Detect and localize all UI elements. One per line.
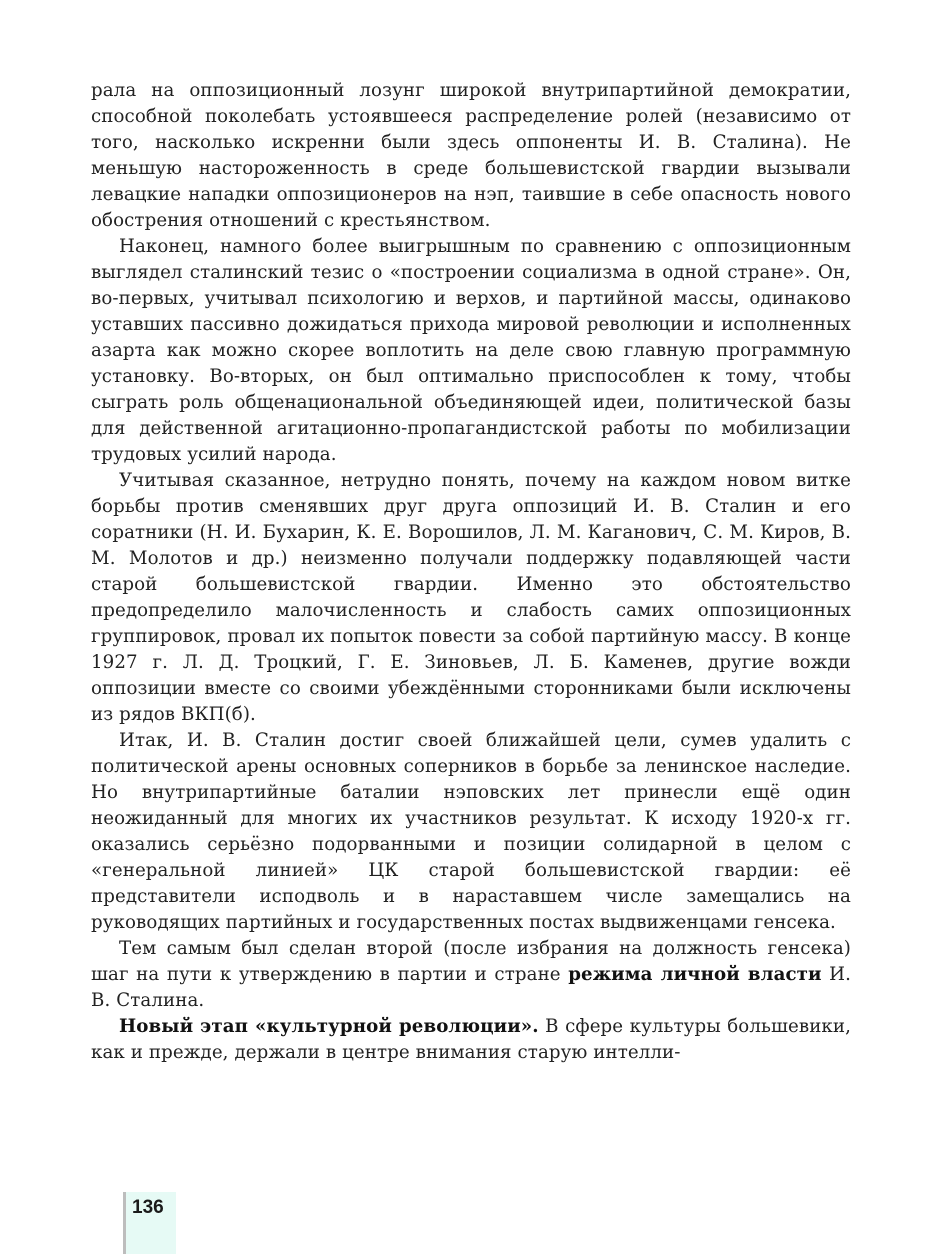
page-number: 136 [132,1197,164,1218]
key-term-personal-power-regime: режима личной власти [568,964,822,985]
paragraph-5-text-b: И. В. Сталина. [91,964,852,1011]
paragraph-6-text: В сфере культуры большевики, как и прежде, держали в центре внимания старую интелли- [91,1016,852,1063]
paragraph-5 [91,936,851,1014]
paragraph-3-text: Учитывая сказанное, нетрудно понять, почему на каждом новом витке борьбы против сменявших друг друга оппозиций И. В. Сталин и его соратники (Н. И. Бухарин, К. Е. Ворошилов, Л. М. Каганович, С. М. Киров, В. М. Молотов и др.) неизменно получали поддержку подавляющей части старой большевистской гвардии. Именно это обстоятельство предопределило малочисленность и слабость самих оппозиционных группировок, провал их попыток повести за собой партийную массу. В конце 1927 г. Л. Д. Троцкий, Г. Е. Зиновьев, Л. Б. Каменев, другие вожди оппозиции вместе со своими убеждёнными сторонниками были исключены из рядов ВКП(б). [91,470,851,725]
page-body-text [91,78,851,1066]
section-heading-cultural-revolution: Новый этап «культурной революции». [119,1016,539,1037]
paragraph-4-text: Итак, И. В. Сталин достиг своей ближайшей цели, сумев удалить с политической арены основных соперников в борьбе за ленинское наследие. Но внутрипартийные баталии нэповских лет принесли ещё один неожиданный для многих их участников результат. К исходу 1920-х гг. оказались серьёзно подорванными и позиции солидарной в целом с «генеральной линией» ЦК старой большевистской гвардии: её представители исподволь и в нараставшем числе замещались на руководящих партийных и государственных постах выдвиженцами генсека. [91,730,851,933]
paragraph-1 [91,78,851,234]
paragraph-4 [91,728,851,936]
paragraph-3 [91,468,851,728]
page-number-tab [123,1192,176,1254]
paragraph-5-text-a: Тем самым был сделан второй (после избрания на должность генсека) шаг на пути к утверждению в партии и стране [91,938,851,985]
paragraph-2 [91,234,851,468]
paragraph-1-text: рала на оппозиционный лозунг широкой внутрипартийной демократии, способной поколебать устоявшееся распределение ролей (независимо от того, насколько искренни были здесь оппоненты И. В. Сталина). Не меньшую настороженность в среде большевистской гвардии вызывали левацкие нападки оппозиционеров на нэп, таившие в себе опасность нового обострения отношений с крестьянством. [91,80,851,231]
paragraph-6 [91,1014,851,1066]
paragraph-2-text: Наконец, намного более выигрышным по сравнению с оппозиционным выглядел сталинский тезис о «построении социализма в одной стране». Он, во-первых, учитывал психологию и верхов, и партийной массы, одинаково уставших пассивно дожидаться прихода мировой революции и исполненных азарта как можно скорее воплотить на деле свою главную программную установку. Во-вторых, он был оптимально приспособлен к тому, чтобы сыграть роль общенациональной объединяющей идеи, политической базы для действенной агитационно-пропагандистской работы по мобилизации трудовых усилий народа. [91,236,851,465]
